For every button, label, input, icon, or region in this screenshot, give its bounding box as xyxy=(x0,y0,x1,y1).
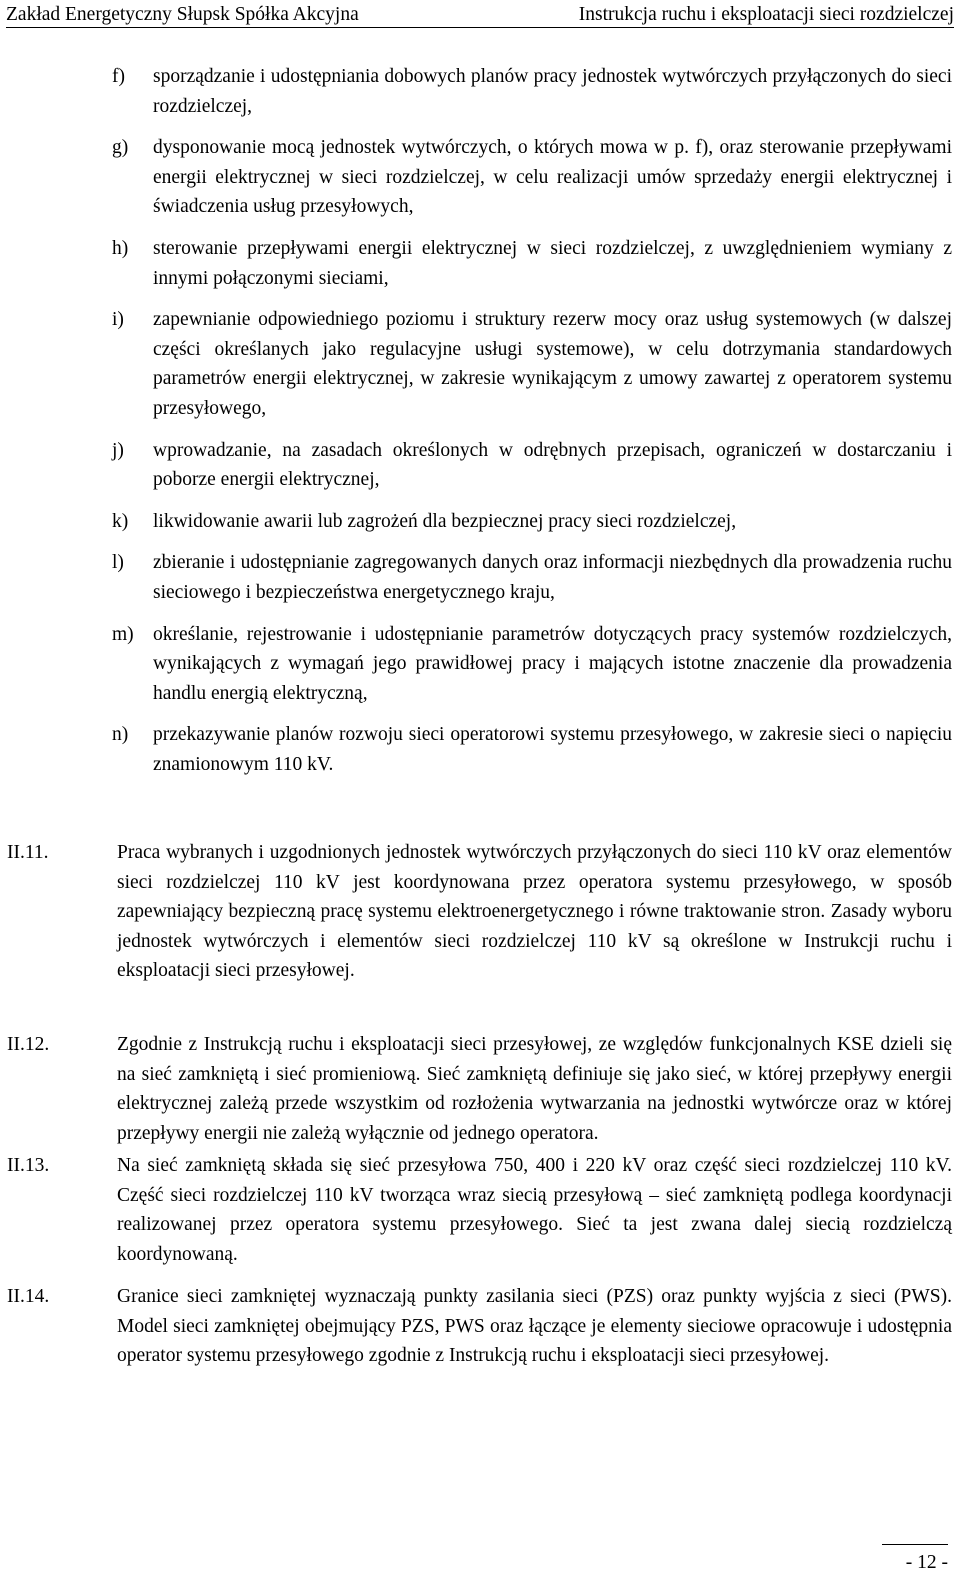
page-footer xyxy=(882,1544,948,1585)
list-item-text: przekazywanie planów rozwoju sieci operatorowi systemu przesyłowego, w zakresie sieci o napięciu znamionowym 110 kV. xyxy=(153,724,952,775)
list-item-text: określanie, rejestrowanie i udostępnianie parametrów dotyczących pracy systemów rozdzielczych, wynikających z wymagań jego prawidłowej pracy i mających istotne znaczenie dla prowadzenia handlu energią elektryczną, xyxy=(153,623,952,704)
header-company: Zakład Energetyczny Słupsk Spółka Akcyjna xyxy=(6,4,359,25)
list-item-text: wprowadzanie, na zasadach określonych w odrębnych przepisach, ograniczeń w dostarczaniu i poborze energii elektrycznej, xyxy=(153,439,952,491)
section-ii-13 xyxy=(7,1151,952,1269)
list-item xyxy=(112,436,952,495)
list-item xyxy=(112,305,952,423)
duties-list xyxy=(112,62,952,791)
section-ii-11 xyxy=(7,838,952,986)
list-item-marker: h) xyxy=(112,237,129,259)
section-text: Na sieć zamkniętą składa się sieć przesyłowa 750, 400 i 220 kV oraz część sieci rozdzielczej 110 kV. Część sieci rozdzielczej 110 kV tworząca wraz siecią przesyłową – sieć zamkniętą podlega koordynacji realizowanej przez operatora systemu przesyłowego. Sieć ta jest zwana dalej siecią rozdzielczą koordynowaną. xyxy=(117,1155,952,1265)
section-ii-12 xyxy=(7,1030,952,1148)
section-number: II.11. xyxy=(7,842,49,863)
list-item-text: likwidowanie awarii lub zagrożeń dla bezpiecznej pracy sieci rozdzielczej, xyxy=(153,510,737,532)
list-item-marker: k) xyxy=(112,510,129,532)
list-item xyxy=(112,548,952,607)
list-item-text: zapewnianie odpowiedniego poziomu i struktury rezerw mocy oraz usług systemowych (w dalszej części określanych jako regulacyjne usługi systemowe), w celu dotrzymania standardowych parametrów energii elektrycznej, w zakresie wynikającym z umowy zawartej z operatorem systemu przesyłowego, xyxy=(153,309,952,419)
header-doc-title: Instrukcja ruchu i eksploatacji sieci rozdzielczej xyxy=(578,4,954,25)
list-item xyxy=(112,507,952,537)
list-item-text: dysponowanie mocą jednostek wytwórczych, o których mowa w p. f), oraz sterowanie przepływami energii elektrycznej w sieci rozdzielczej, w celu realizacji umów sprzedaży energii elektrycznej i świadczenia usług przesyłowych, xyxy=(153,137,952,218)
list-item xyxy=(112,620,952,709)
section-ii-14 xyxy=(7,1282,952,1371)
list-item-marker: f) xyxy=(112,66,125,87)
section-number: II.13. xyxy=(7,1155,50,1176)
list-item-text: sporządzanie i udostępniania dobowych planów pracy jednostek wytwórczych przyłączonych do sieci rozdzielczej, xyxy=(153,66,952,117)
page-header xyxy=(6,3,954,28)
list-item-marker: m) xyxy=(112,623,134,645)
page-number: - 12 - xyxy=(905,1552,948,1573)
list-item-marker: j) xyxy=(112,439,124,461)
list-item xyxy=(112,720,952,779)
list-item-marker: g) xyxy=(112,137,129,159)
section-number: II.14. xyxy=(7,1286,50,1307)
section-text: Granice sieci zamkniętej wyznaczają punkty zasilania sieci (PZS) oraz punkty wyjścia z sieci (PWS). Model sieci zamkniętej obejmujący PZS, PWS oraz łączące je elementy sieciowe opracowuje i udostępnia operator systemu przesyłowego zgodnie z Instrukcją ruchu i eksploatacji sieci przesyłowej. xyxy=(117,1286,952,1367)
list-item xyxy=(112,234,952,293)
section-text: Praca wybranych i uzgodnionych jednostek wytwórczych przyłączonych do sieci 110 kV oraz elementów sieci rozdzielczej 110 kV jest koordynowana przez operatora systemu przesyłowego, w sposób zapewniający bezpieczną pracę systemu elektroenergetycznego i równe traktowanie stron. Zasady wyboru jednostek wytwórczych i elementów sieci rozdzielczej 110 kV są określone w Instrukcji ruchu i eksploatacji sieci przesyłowej. xyxy=(117,842,952,982)
list-item-text: sterowanie przepływami energii elektrycznej w sieci rozdzielczej, z uwzględnieniem wymiany z innymi połączonymi sieciami, xyxy=(153,237,952,289)
list-item-marker: n) xyxy=(112,724,129,746)
list-item xyxy=(112,62,952,121)
list-item-text: zbieranie i udostępnianie zagregowanych danych oraz informacji niezbędnych dla prowadzenia ruchu sieciowego i bezpieczeństwa energetycznego kraju, xyxy=(153,552,952,603)
list-item-marker: i) xyxy=(112,309,124,331)
section-text: Zgodnie z Instrukcją ruchu i eksploatacji sieci przesyłowej, ze względów funkcjonalnych KSE dzieli się na sieć zamkniętą i sieć promieniową. Sieć zamkniętą definiuje się jako sieć, w której przepływy energii elektrycznej zależą przede wszystkim od rozłożenia wytwarzania na jednostki wytwórcze oraz w której przepływy energii nie zależą wyłącznie od jednego operatora. xyxy=(117,1034,952,1144)
list-item-marker: l) xyxy=(112,552,124,574)
list-item xyxy=(112,133,952,222)
section-number: II.12. xyxy=(7,1034,50,1055)
